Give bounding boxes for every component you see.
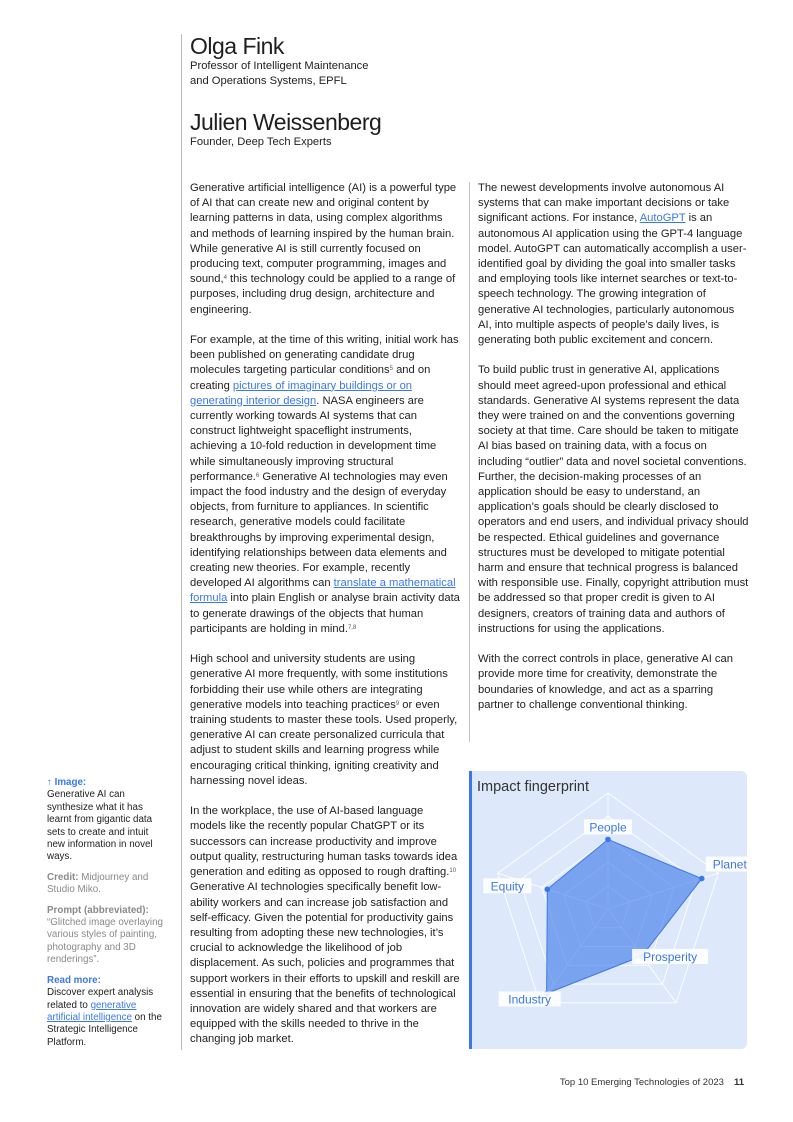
radar-axis-label: People bbox=[589, 820, 627, 835]
paragraph: To build public trust in generative AI, applications should meet agreed-upon professional and ethical standards. Generative AI systems represent the data they were trained on and the conventions governing society at that time. Care should be taken to mitigate AI bias based on training data, with a focus on including “outlier” data and novel societal conventions. Further, the decision-making processes of an application should be easy to understand, an application’s goals should be clearly disclosed to operators and end users, and individual privacy should be respected. Ethical guidelines and governance structures must be developed to mitigate potential harm and ensure that technical progress is balanced with responsible use. Finally, copyright attribution must be addressed so that proper credit is given to AI designers, creators of training data and authors of instructions for using the applications. bbox=[478, 364, 749, 635]
footer-title: Top 10 Emerging Technologies of 2023 bbox=[559, 1077, 724, 1088]
impact-fingerprint-panel bbox=[469, 771, 747, 1049]
radar-point bbox=[545, 886, 551, 892]
link-mathematical-formula[interactable]: translate a mathematical formula bbox=[190, 577, 456, 605]
body-column-left bbox=[190, 181, 462, 1063]
radar-point bbox=[699, 876, 705, 882]
author-name: Julien Weissenberg bbox=[190, 109, 382, 135]
radar-axis-label: Prosperity bbox=[643, 949, 698, 964]
image-credit: Credit: Midjourney and Studio Miko. bbox=[47, 871, 149, 896]
paragraph: With the correct controls in place, generative AI can provide more time for creativity, demonstrate the boundaries of knowledge, and act as a sparring partner to challenge conventional thinking. bbox=[478, 653, 733, 711]
body-column-right bbox=[478, 181, 750, 728]
read-more: Read more: Discover expert analysis related to generative artificial intelligence on the Strategic Intelligence Platform. bbox=[47, 975, 165, 1049]
read-more-heading: Read more: bbox=[47, 974, 101, 986]
radar-series-area bbox=[547, 839, 702, 993]
sidebar-caption bbox=[47, 777, 165, 1057]
radar-axis-label: Equity bbox=[490, 879, 525, 894]
radar-axis-label: Planet bbox=[712, 857, 747, 872]
paragraph: High school and university students are using generative AI more frequently, with some institutions forbidding their use while others are integrating generative models into teaching practices$^9$ or even training students to master these tools. Used properly, generative AI can create personalized curricula that adjust to student skills and learning progress while encouraging critical thinking, igniting creativity and harnessing novel ideas. bbox=[190, 653, 458, 787]
radar-axis-label: Industry bbox=[508, 992, 551, 1007]
radar-point bbox=[605, 837, 611, 843]
paragraph: In the workplace, the use of AI-based language models like the recently popular ChatGPT or its successors can increase productivity and improve output quality, restructuring human tasks towards idea generation and editing as opposed to rough drafting.$^{10}$ Generative AI technologies specifically benefit low-ability workers and can increase job satisfaction and self-efficacy. Given the potential for productivity gains resulting from adopting these new technologies, it’s crucial to acknowledge the likelihood of job displacement. As such, policies and programmes that support workers in their efforts to upskill and reskill are essential in ensuring that the benefits of technological innovation are widely shared and that workers are equipped with the skills needed to thrive in the changing job market. bbox=[190, 805, 460, 1046]
image-prompt: Prompt (abbreviated): “Glitched image overlaying various styles of painting, photography and 3D renderings”. bbox=[47, 904, 163, 966]
left-rule bbox=[181, 34, 182, 1050]
page-footer bbox=[560, 1077, 744, 1088]
author-name: Olga Fink bbox=[190, 33, 284, 59]
page-number: 11 bbox=[733, 1077, 744, 1088]
image-caption-heading: ↑ Image: bbox=[47, 777, 87, 788]
author-role: and Operations Systems, EPFL bbox=[190, 74, 347, 87]
link-autogpt[interactable]: AutoGPT bbox=[639, 212, 686, 225]
column-rule bbox=[469, 182, 470, 742]
link-imaginary-buildings[interactable]: pictures of imaginary buildings or on generating interior design bbox=[190, 379, 413, 407]
radar-chart bbox=[469, 771, 747, 1049]
author-role: Professor of Intelligent Maintenance bbox=[190, 60, 369, 72]
paragraph: The newest developments involve autonomous AI systems that can make important decisions or take significant actions. For instance, AutoGPT is an autonomous AI application using the GPT-4 language model. AutoGPT can automatically accomplish a user-identified goal by dividing the goal into smaller tasks and employing tools like internet searches or text-to-speech technology. The growing integration of generative AI technologies, particularly autonomous AI, into multiple aspects of people’s daily lives, is generating both public excitement and concern. bbox=[478, 182, 747, 347]
paragraph: Generative artificial intelligence (AI) is a powerful type of AI that can create new and original content by learning patterns in data, using complex algorithms and methods of learning inspired by the human brain. While generative AI is still currently focused on producing text, computer programming, images and sound,$^4$ this technology could be applied to a range of purposes, including drug design, architecture and engineering. bbox=[190, 182, 457, 316]
image-caption bbox=[47, 777, 165, 864]
image-caption-text: Generative AI can synthesize what it has learnt from gigantic data sets to create and intuit new information in novel ways. bbox=[47, 789, 153, 863]
author-role: Founder, Deep Tech Experts bbox=[190, 136, 332, 148]
author-block-2 bbox=[190, 109, 381, 150]
author-block-1 bbox=[190, 33, 368, 88]
paragraph: For example, at the time of this writing, initial work has been published on generating candidate drug molecules targeting particular conditions$^5$ and on creating pictures of imaginary buildings or on generating interior design. NASA engineers are currently working towards AI systems that can construct lightweight spaceflight instruments, achieving a 10-fold reduction in development time while simultaneously improving structural performance.$^6$ Generative AI technologies may even impact the food industry and the design of everyday objects, from furniture to appliances. In scientific research, generative models could facilitate breakthroughs by improving experimental design, identifying relationships between data elements and creating new theories. For example, recently developed AI algorithms can translate a mathematical formula into plain English or analyse brain activity data to generate drawings of the objects that human participants are holding in mind.$^{7,8}$ bbox=[190, 334, 460, 635]
link-generative-ai[interactable]: generative artificial intelligence bbox=[47, 999, 137, 1023]
chart-title: Impact fingerprint bbox=[477, 779, 590, 795]
